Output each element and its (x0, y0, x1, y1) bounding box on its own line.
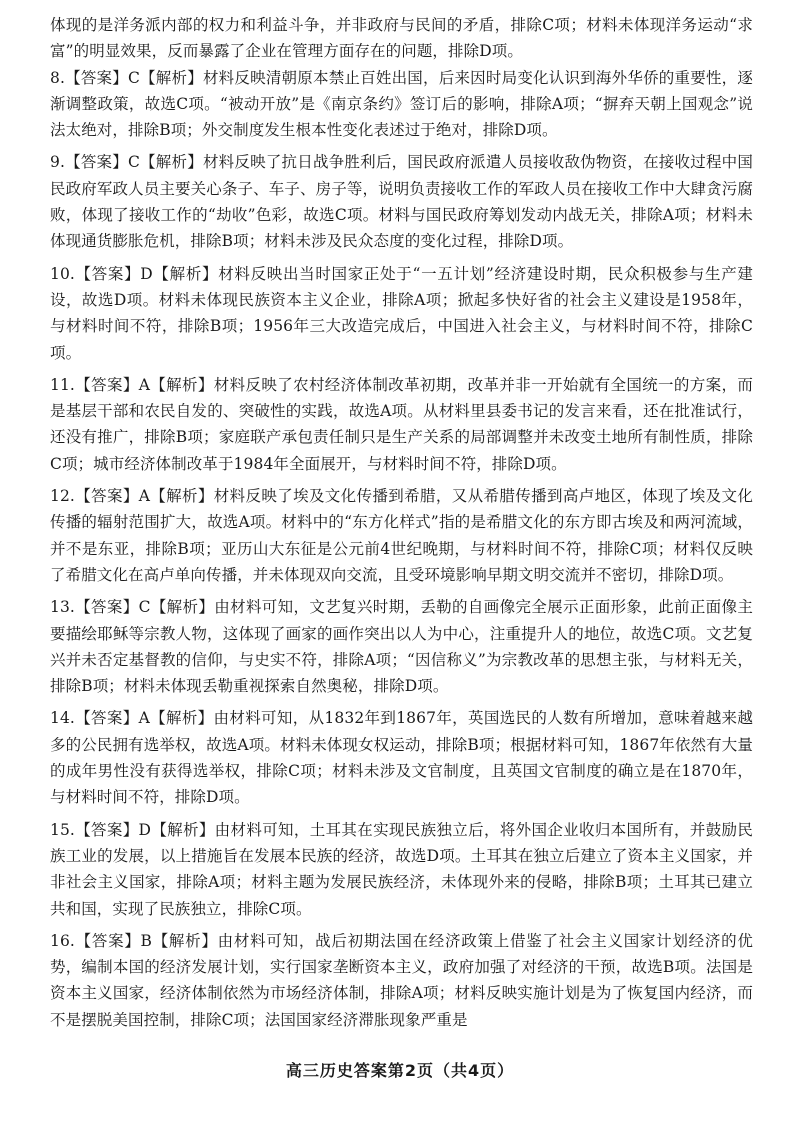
answer-item-14: 14.【答案】A【解析】由材料可知，从1832年到1867年，英国选民的人数有所增加，意味着越来越多的公民拥有选举权，故选A项。材料未体现女权运动，排除B项；根据材料可知，1867年依然有大量的成年男性没有获得选举权，排除C项；材料未涉及文官制度，且英国文官制度的确立是在1870年，与材料时间不符，排除D项。 (50, 709, 753, 807)
answer-item-10: 10.【答案】D【解析】材料反映出当时国家正处于“一五计划”经济建设时期，民众积极参与生产建设，故选D项。材料未体现民族资本主义企业，排除A项；掀起多快好省的社会主义建设是1958年，与材料时间不符，排除B项；1956年三大改造完成后，中国进入社会主义，与材料时间不符，排除C项。 (50, 264, 753, 362)
answer-item-12: 12.【答案】A【解析】材料反映了埃及文化传播到希腊，又从希腊传播到高卢地区，体现了埃及文化传播的辐射范围扩大，故选A项。材料中的“东方化样式”指的是希腊文化的东方即古埃及和两河流域，并不是东亚，排除B项；亚历山大东征是公元前4世纪晚期，与材料时间不符，排除C项；材料仅反映了希腊文化在高卢单向传播，并未体现双向交流，且受环境影响早期文明交流并不密切，排除D项。 (50, 487, 753, 584)
page-footer: 高三历史答案第2页（共4页） (285, 1061, 515, 1080)
answer-item-13: 13.【答案】C【解析】由材料可知，文艺复兴时期，丢勒的自画像完全展示正面形象，此前正面像主要描绘耶稣等宗教人物，这体现了画家的画作突出以人为中心，注重提升人的地位，故选C项。文艺复兴并未否定基督教的信仰，与史实不符，排除A项；“因信称义”为宗教改革的思想主张，与材料无关，排除B项；材料未体现丢勒重视探索自然奥秘，排除D项。 (50, 598, 753, 696)
continuation-paragraph: 体现的是洋务派内部的权力和利益斗争，并非政府与民间的矛盾，排除C项；材料未体现洋务运动“求富”的明显效果，反而暴露了企业在管理方面存在的问题，排除D项。 (50, 16, 753, 61)
answer-item-9: 9.【答案】C【解析】材料反映了抗日战争胜利后，国民政府派遣人员接收敌伪物资，在接收过程中国民政府军政人员主要关心条子、车子、房子等，说明负责接收工作的军政人员在接收工作中大肆贪污腐败，体现了接收工作的“劫收”色彩，故选C项。材料与国民政府筹划发动内战无关，排除A项；材料未体现通货膨胀危机，排除B项；材料未涉及民众态度的变化过程，排除D项。 (50, 153, 753, 251)
answer-page (50, 12, 753, 1039)
answer-item-8: 8.【答案】C【解析】材料反映清朝原本禁止百姓出国，后来因时局变化认识到海外华侨的重要性，逐渐调整政策，故选C项。“被动开放”是《南京条约》签订后的影响，排除A项；“摒弃天朝上国观念”说法太绝对，排除B项；外交制度发生根本性变化表述过于绝对，排除D项。 (50, 68, 753, 140)
answer-item-11: 11.【答案】A【解析】材料反映了农村经济体制改革初期，改革并非一开始就有全国统一的方案，而是基层干部和农民自发的、突破性的实践，故选A项。从材料里县委书记的发言来看，还在批准试行，还没有推广，排除B项；家庭联产承包责任制只是生产关系的局部调整并未改变土地所有制性质，排除C项；城市经济体制改革于1984年全面展开，与材料时间不符，排除D项。 (50, 375, 753, 473)
answer-item-15: 15.【答案】D【解析】由材料可知，土耳其在实现民族独立后，将外国企业收归本国所有，并鼓励民族工业的发展，以上措施旨在发展本民族的经济，故选D项。土耳其在独立后建立了资本主义国家，并非社会主义国家，排除A项；材料主题为发展民族经济，未体现外来的侵略，排除B项；土耳其已建立共和国，实现了民族独立，排除C项。 (50, 820, 753, 918)
answer-item-16: 16.【答案】B【解析】由材料可知，战后初期法国在经济政策上借鉴了社会主义国家计划经济的优势，编制本国的经济发展计划，实行国家垄断资本主义，政府加强了对经济的干预，故选B项。法国是资本主义国家，经济体制依然为市场经济体制，排除A项；材料反映实施计划是为了恢复国内经济，而不是摆脱美国控制，排除C项；法国国家经济滞胀现象严重是 (50, 931, 753, 1029)
